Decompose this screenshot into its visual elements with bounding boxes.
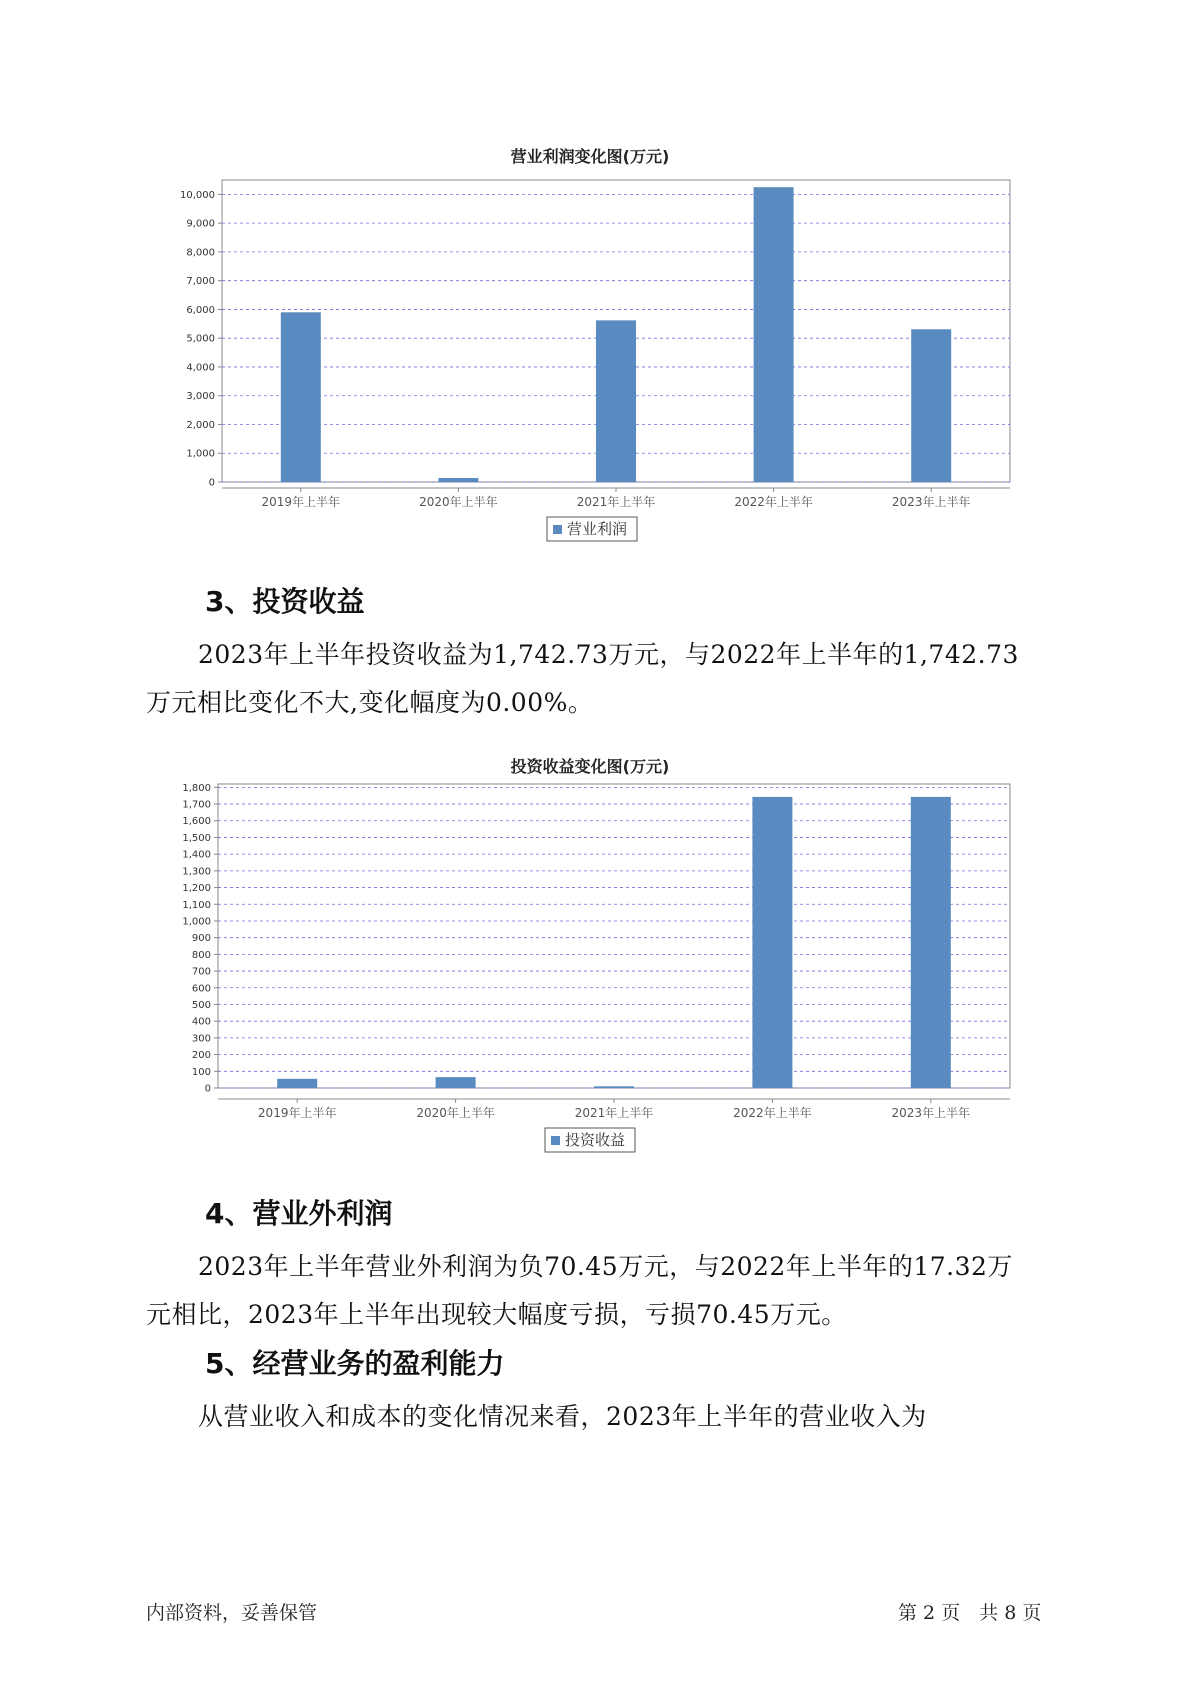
x-tick-label: 2020年上半年 bbox=[419, 495, 498, 509]
y-tick-label: 2,000 bbox=[186, 419, 215, 431]
paragraph-line bbox=[146, 1393, 1046, 1441]
x-tick-label: 2019年上半年 bbox=[261, 495, 341, 509]
y-tick-label: 300 bbox=[191, 1033, 211, 1045]
y-tick-label: 1,300 bbox=[182, 866, 211, 878]
y-tick-label: 100 bbox=[191, 1066, 211, 1078]
paragraph-text: 元相比，2023年上半年出现较大幅度亏损，亏损70.45万元。 bbox=[146, 1300, 847, 1329]
bar bbox=[277, 1079, 317, 1088]
section-5-paragraph bbox=[146, 1393, 1046, 1441]
y-tick-label: 9,000 bbox=[186, 218, 215, 230]
bar bbox=[438, 478, 478, 482]
section-3-paragraph bbox=[146, 631, 1046, 727]
y-tick-label: 500 bbox=[191, 999, 211, 1011]
y-tick-label: 200 bbox=[191, 1050, 211, 1062]
legend-swatch bbox=[553, 525, 562, 534]
y-tick-label: 4,000 bbox=[186, 362, 215, 374]
y-tick-label: 400 bbox=[191, 1016, 211, 1028]
y-tick-label: 1,800 bbox=[182, 782, 211, 794]
y-tick-label: 1,200 bbox=[182, 883, 211, 895]
y-tick-label: 900 bbox=[191, 933, 211, 945]
paragraph-text: 2023年上半年投资收益为1,742.73万元，与2022年上半年的1,742.73 bbox=[198, 640, 1019, 669]
section-3-heading: 3、投资收益 bbox=[205, 585, 365, 618]
x-tick-label: 2023年上半年 bbox=[891, 495, 971, 509]
y-tick-label: 1,000 bbox=[182, 916, 211, 928]
x-tick-label: 2021年上半年 bbox=[574, 1106, 654, 1120]
bar bbox=[911, 329, 951, 482]
bar bbox=[281, 312, 321, 482]
x-tick-label: 2020年上半年 bbox=[416, 1106, 495, 1120]
paragraph-text: 万元相比变化不大,变化幅度为0.00%。 bbox=[146, 688, 594, 717]
y-tick-label: 800 bbox=[191, 949, 211, 961]
x-tick-label: 2019年上半年 bbox=[257, 1106, 337, 1120]
y-tick-label: 7,000 bbox=[186, 276, 215, 288]
bar bbox=[436, 1077, 476, 1088]
operating-profit-chart-svg bbox=[150, 140, 1030, 550]
x-tick-label: 2022年上半年 bbox=[733, 1106, 812, 1120]
y-tick-label: 1,100 bbox=[182, 899, 211, 911]
y-tick-label: 8,000 bbox=[186, 247, 215, 259]
section-5-heading: 5、经营业务的盈利能力 bbox=[205, 1347, 505, 1380]
section-4-heading: 4、营业外利润 bbox=[205, 1197, 393, 1230]
paragraph-text: 2023年上半年营业外利润为负70.45万元，与2022年上半年的17.32万 bbox=[198, 1252, 1013, 1281]
legend-label: 投资收益 bbox=[565, 1131, 626, 1149]
footer-page-number: 第 2 页 共 8 页 bbox=[898, 1602, 1042, 1624]
chart-legend bbox=[545, 1128, 635, 1152]
y-tick-label: 700 bbox=[191, 966, 211, 978]
plot-area bbox=[218, 784, 1010, 1088]
y-tick-label: 0 bbox=[208, 477, 215, 489]
x-tick-label: 2021年上半年 bbox=[576, 495, 656, 509]
legend-swatch bbox=[551, 1136, 560, 1145]
y-tick-label: 1,000 bbox=[186, 448, 215, 460]
bar bbox=[754, 187, 794, 482]
y-tick-label: 1,400 bbox=[182, 849, 211, 861]
bar bbox=[752, 797, 792, 1088]
bar bbox=[911, 797, 951, 1088]
paragraph-line bbox=[146, 631, 1046, 679]
chart-legend bbox=[547, 517, 637, 541]
x-tick-label: 2023年上半年 bbox=[891, 1106, 971, 1120]
paragraph-line bbox=[146, 1243, 1046, 1291]
investment-income-chart-svg bbox=[150, 752, 1030, 1162]
chart-title: 投资收益变化图(万元) bbox=[510, 757, 670, 776]
x-tick-label: 2022年上半年 bbox=[734, 495, 813, 509]
y-tick-label: 10,000 bbox=[180, 189, 215, 201]
y-tick-label: 5,000 bbox=[186, 333, 215, 345]
y-tick-label: 1,500 bbox=[182, 832, 211, 844]
section-4-paragraph bbox=[146, 1243, 1046, 1339]
footer-left: 内部资料，妥善保管 bbox=[146, 1602, 318, 1624]
bar bbox=[594, 1086, 634, 1088]
operating-profit-chart bbox=[150, 140, 1030, 550]
y-tick-label: 0 bbox=[204, 1083, 211, 1095]
chart-title: 营业利润变化图(万元) bbox=[510, 147, 670, 166]
y-tick-label: 1,600 bbox=[182, 816, 211, 828]
paragraph-line bbox=[146, 679, 1046, 727]
y-tick-label: 600 bbox=[191, 983, 211, 995]
bar bbox=[596, 320, 636, 482]
y-tick-label: 6,000 bbox=[186, 304, 215, 316]
legend-label: 营业利润 bbox=[567, 520, 628, 538]
y-tick-label: 3,000 bbox=[186, 391, 215, 403]
y-tick-label: 1,700 bbox=[182, 799, 211, 811]
paragraph-text: 从营业收入和成本的变化情况来看，2023年上半年的营业收入为 bbox=[198, 1402, 927, 1431]
investment-income-chart bbox=[150, 752, 1030, 1162]
paragraph-line bbox=[146, 1291, 1046, 1339]
